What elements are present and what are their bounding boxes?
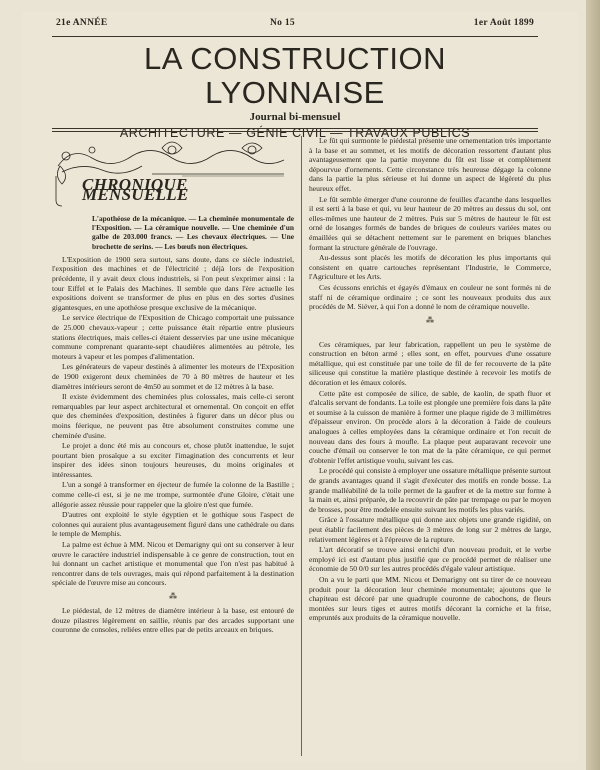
- right-paragraph: Ces céramiques, par leur fabrication, rappellent un peu le système de construction en béton armé ; elles sont, en effet, pourvues d'une ossature métallique, qui est constituée par une toile de fil de fer recouverte de la pâte siliceuse qui constitue la matière plastique destinée à recevoir les motifs de décoration et les émaux colorés.: [309, 339, 551, 388]
- left-column: [52, 136, 294, 636]
- right-paragraph: Cette pâte est composée de silice, de sable, de kaolin, de spath fluor et d'alcalis servant de fondants. La toile est plongée une première fois dans la pâte et soumise à la cuisson de manière à former une plaque rigide de 3 millimètres d'épaisseur environ. On procède alors à la décoration à l'aide de couleurs analogues à celles employées dans la céramique ordinaire et l'on recuit de nouveau dans des fours à moufle. La plaque peut auparavant recevoir une couche d'émail ou conserver le ton mat de la pâte céramique, ce qui permet d'obtenir l'effet artistique voulu, suivant les cas.: [309, 388, 551, 465]
- issue-header: [22, 18, 578, 32]
- left-paragraph: Il existe évidemment des cheminées plus colossales, mais celle-ci seront remarquables par leur aspect architectural et ornemental. On conçoit en effet que des cheminées d'exposition, destinées à figurer dans un décor plus ou moins féerique, ne peuvent pas être absolument construites comme une cheminée d'usine.: [52, 392, 294, 440]
- right-paragraph: Le fût semble émerger d'une couronne de feuilles d'acanthe dans lesquelles il est serti à la base et qui, vu leur hauteur de 20 mètres au dessus du sol, ont elles-mêmes une hauteur de 2 mètres. Puis sur 5 mètres de hauteur le fût est orné de losanges formés de bandes de briques de couleurs variées mates ou émaillées qui se détachent nettement sur le parement en briques blanches formant la structure générale de l'ouvrage.: [309, 194, 551, 252]
- left-paragraph: Les générateurs de vapeur destinés à alimenter les moteurs de l'Exposition de 1900 exigeront deux cheminées de 70 à 80 mètres de hauteur et les diamètres intérieurs seront de 4m50 au sommet et de 12 mètres à la base.: [52, 362, 294, 391]
- journal-title: LA CONSTRUCTION LYONNAISE: [143, 41, 447, 110]
- chronique-heading-block: [52, 136, 294, 210]
- masthead: [52, 42, 538, 141]
- journal-sections: ARCHITECTURE — GÉNIE CIVIL — TRAVAUX PUBLICS: [119, 126, 471, 140]
- left-paragraph: D'autres ont exploité le style égyptien et le gothique sous l'aspect de colonnes qui auraient plus avantageusement figuré dans une cathédrale ou dans le temple de Memphis.: [52, 510, 294, 539]
- issue-date: 1er Août 1899: [473, 18, 534, 28]
- left-paragraph: L'un a songé à transformer en éjecteur de fumée la colonne de la Bastille ; comme celle-ci est, si je ne me trompe, surmontée d'une Gloire, c'était une allégorie assez réussie pour rappeler que la gloire n'est que fumée.: [52, 480, 294, 509]
- chronique-summary: L'apothéose de la mécanique. — La cheminée monumentale de l'Exposition. — La céramique nouvelle. — Une cheminée d'un galbe de 203.000 francs. — Les chevaux électriques. — Une brochette de serins. — Les bœufs non électriques.: [92, 214, 294, 251]
- journal-subtitle: Journal bi-mensuel: [249, 111, 341, 123]
- left-paragraph: L'Exposition de 1900 sera surtout, sans doute, dans ce siècle industriel, l'exposition des machines et de l'électricité ; déjà lors de l'exposition précédente, il y avait deux clous industriels, si l'on peut s'exprimer ainsi : la tour Eiffel et le Palais des Machines. Il semble que dans l'ère actuelle les expositions doivent se transformer de plus en plus en des sortes d'usines gigantesques, en une apothéose presque exclusive de la mécanique.: [52, 254, 294, 312]
- chronique-title: CHRONIQUE MENSUELLE: [82, 175, 189, 204]
- right-paragraph: Grâce à l'ossature métallique qui donne aux objets une grande rigidité, on peut établir facilement des pièces de 3 mètres de long sur 2 mètres de large, relativement légères et à l'épreuve de la rupture.: [309, 515, 551, 544]
- book-binding-edge: [586, 0, 600, 770]
- right-paragraph: On a vu le parti que MM. Nicou et Demarigny ont su tirer de ce nouveau produit pour la décoration leur cheminée monumentale; ajoutons que le chapiteau est décoré par une quadruple couronne de cabochons, de fleurs montées sur leurs tiges et autres motifs décorant la corniche et la frise, empruntés aux produits de la céramique nouvelle.: [309, 574, 551, 623]
- section-separator: ⁂: [426, 315, 434, 325]
- masthead-rule: [52, 128, 538, 129]
- newspaper-page: [22, 12, 578, 762]
- header-rule: [52, 36, 538, 37]
- left-paragraph: Le projet a donc été mis au concours et, chose plutôt inattendue, le sujet pourtant bien prosaïque a su exciter l'imagination des concurrents et leur inspirer des idées sinon toujours heureuses, du moins originales et intéressantes.: [52, 441, 294, 479]
- column-gap: [309, 330, 551, 340]
- section-separator: ⁂: [169, 592, 177, 601]
- masthead-rule-thin: [52, 131, 538, 132]
- right-column: [309, 136, 551, 624]
- left-paragraph: La palme est échue à MM. Nicou et Demarigny qui ont su conserver à leur œuvre le caractère industriel indispensable à ce genre de construction, tout en lui donnant un cachet artistique et monumental que l'on n'est pas habitué à rencontrer dans de tels ouvrages, mais qui répond parfaitement à la destination spéciale de l'œuvre mise au concours.: [52, 540, 294, 588]
- year-label: 21e ANNÉE: [56, 18, 108, 28]
- right-paragraph: Le procédé qui consiste à employer une ossature métallique présente surtout de grands avantages quand il s'agit d'exécuter des motifs en ronde bosse. La grande malléabilité de la toile permet de la gaufrer et de la mettre sur forme à la main et, ainsi préparée, de la recouvrir de pâte par trempage ou par le moyen de brosses, pour être modelée ensuite suivant les motifs les plus variés.: [309, 466, 551, 514]
- right-paragraph: L'art décoratif se trouve ainsi enrichi d'un nouveau produit, et le verbe employé ici est d'autant plus justifié que ce procédé permet de réaliser une économie de 50 0/0 sur les autres procédés d'égale valeur artistique.: [309, 545, 551, 574]
- left-paragraph: Le piédestal, de 12 mètres de diamètre intérieur à la base, est entouré de douze pilastres légèrement en saillie, réunis par des arcades supportant une couronne de consoles, reliées entre elles par de petits arceaux en briques.: [52, 606, 294, 635]
- right-paragraph: Ces écussons enrichis et égayés d'émaux en couleur ne sont formés ni de staff ni de céramique ordinaire ; ce sont les nouveaux produits dus aux procédés de M. Siéver, à qui l'on a donné le nom de céramique nouvelle.: [309, 282, 551, 312]
- left-paragraph: Le service électrique de l'Exposition de Chicago comportait une puissance de 25.000 chevaux-vapeur ; cette puissance était répartie entre plusieurs stations électriques, mais celles-ci étaient desservies par une usine mécanique commune comprenant quarante-sept chaudières alimentées au pétrole, les moteurs à vapeur et les pompes d'alimentation.: [52, 313, 294, 361]
- column-separator: [301, 136, 302, 756]
- right-paragraph: Au-dessus sont placés les motifs de décoration les plus importants qui consistent en quatre cartouches représentant l'Industrie, le Commerce, l'Agriculture et les Arts.: [309, 253, 551, 282]
- right-paragraph: Le fût qui surmonte le piédestal présente une ornementation très importante à la base et au sommet, et les motifs de décoration ressortent d'autant plus avantageusement que la partie moyenne du fût est lisse et complètement dépourvue d'ornements. Cette circonstance très heureuse dégage la colonne dans la partie la plus sérieuse et lui donne un aspect de légèreté du plus heureux effet.: [309, 136, 551, 193]
- issue-number: No 15: [270, 18, 295, 28]
